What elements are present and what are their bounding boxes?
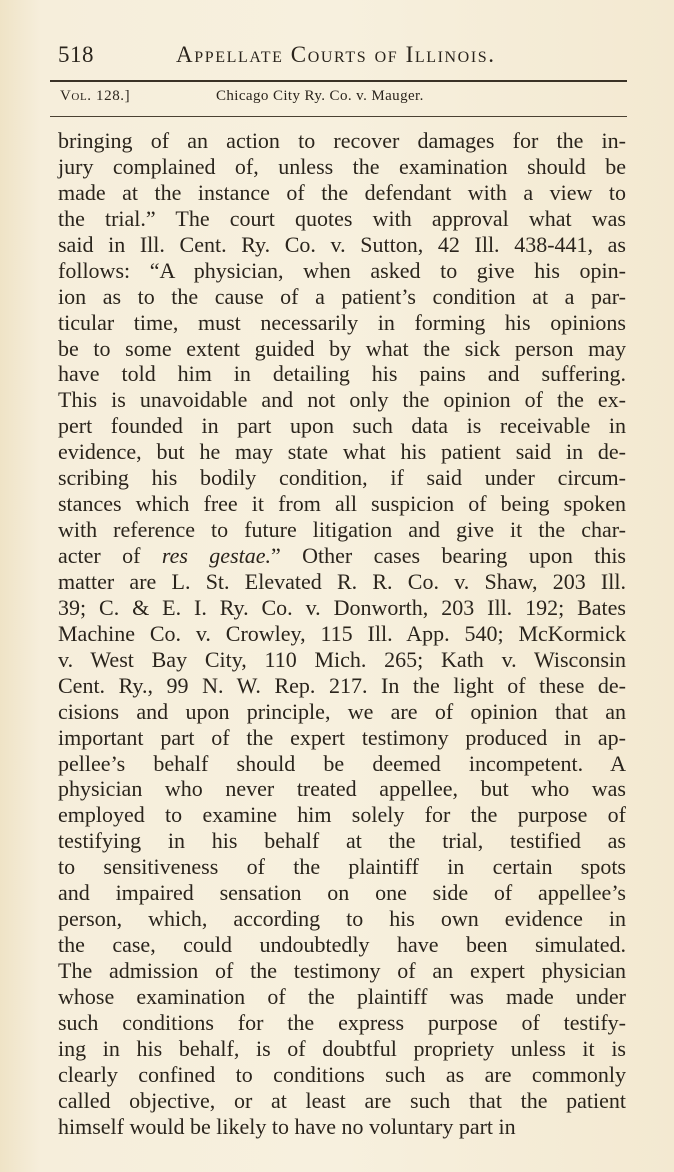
running-title: Appellate Courts of Illinois.	[176, 42, 496, 67]
text-line: person, which, according to his own evidence in	[58, 906, 626, 932]
text-line: and impaired sensation on one side of appellee’s	[58, 880, 626, 906]
volume-line	[60, 88, 620, 110]
text-line: himself would be likely to have no voluntary part in	[58, 1113, 516, 1139]
running-head	[58, 42, 628, 72]
text-line: bringing of an action to recover damages for the in-	[58, 128, 626, 153]
header-rule-bottom	[50, 116, 627, 117]
text-line: Cent. Ry., 99 N. W. Rep. 217. In the light of these de-	[58, 672, 626, 698]
header-rule-top	[50, 80, 627, 82]
text-line: scribing his bodily condition, if said under circum-	[58, 465, 626, 491]
volume-label: Vol. 128.]	[60, 88, 131, 104]
text-line: whose examination of the plaintiff was made under	[58, 983, 626, 1009]
page-number: 518	[58, 42, 94, 67]
text-line: pert founded in part upon such data is receivable in	[58, 413, 626, 439]
text-line: to sensitiveness of the plaintiff in certain spots	[58, 854, 626, 880]
text-line: ion as to the cause of a patient’s condition at a par-	[58, 283, 626, 309]
text-line: pellee’s behalf should be deemed incompetent. A	[58, 750, 626, 776]
text-line: stances which free it from all suspicion of being spoken	[58, 491, 626, 517]
text-line: be to some extent guided by what the sick person may	[58, 335, 626, 361]
text-line: important part of the expert testimony produced in ap-	[58, 724, 626, 750]
text-line: clearly confined to conditions such as are commonly	[58, 1061, 626, 1087]
text-line: ing in his behalf, is of doubtful propriety unless it is	[58, 1035, 626, 1061]
text-line: testifying in his behalf at the trial, testified as	[58, 828, 626, 854]
text-line: jury complained of, unless the examination should be	[58, 153, 626, 179]
text-line: evidence, but he may state what his patient said in de-	[58, 439, 626, 465]
text-line: called objective, or at least are such that the patient	[58, 1087, 626, 1113]
text-line: the case, could undoubtedly have been simulated.	[58, 932, 626, 958]
case-name: Chicago City Ry. Co. v. Mauger.	[216, 88, 424, 104]
body-text	[58, 128, 626, 1140]
text-line: v. West Bay City, 110 Mich. 265; Kath v. Wisconsin	[58, 646, 626, 672]
text-line: such conditions for the express purpose of testify-	[58, 1009, 626, 1035]
text-line: Machine Co. v. Crowley, 115 Ill. App. 540; McKormick	[58, 620, 626, 646]
text-line: The admission of the testimony of an expert physician	[58, 958, 626, 983]
text-line: matter are L. St. Elevated R. R. Co. v. Shaw, 203 Ill.	[58, 568, 626, 594]
text-run: acter of	[58, 543, 162, 568]
text-line: follows: “A physician, when asked to give his opin-	[58, 257, 626, 283]
italic-term: res gestae.	[161, 543, 272, 568]
text-line: made at the instance of the defendant with a view to	[58, 179, 626, 205]
text-line	[58, 543, 626, 569]
text-line: the trial.” The court quotes with approval what was	[58, 205, 626, 231]
text-line: ticular time, must necessarily in forming his opinions	[58, 309, 626, 335]
text-line: cisions and upon principle, we are of opinion that an	[58, 698, 626, 724]
text-run: ” Other cases bearing upon this	[271, 543, 626, 568]
text-line: This is unavoidable and not only the opinion of the ex-	[58, 387, 626, 413]
text-line: physician who never treated appellee, but who was	[58, 776, 626, 802]
text-line: 39; C. & E. I. Ry. Co. v. Donworth, 203 Ill. 192; Bates	[58, 594, 626, 620]
text-line: have told him in detailing his pains and suffering.	[58, 361, 626, 387]
text-line: with reference to future litigation and give it the char-	[58, 517, 626, 543]
text-line: said in Ill. Cent. Ry. Co. v. Sutton, 42 Ill. 438-441, as	[58, 231, 626, 257]
text-line: employed to examine him solely for the purpose of	[58, 802, 626, 828]
